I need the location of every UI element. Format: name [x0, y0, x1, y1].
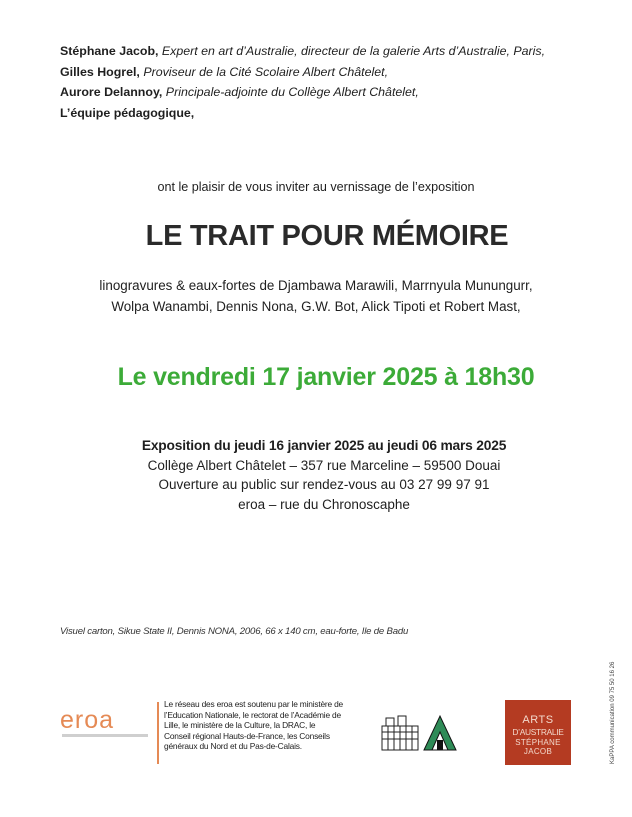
host-role: Principale-adjointe du Collège Albert Châtelet, [162, 85, 419, 99]
host-line [60, 103, 620, 124]
eroa-logo-text: eroa [60, 706, 115, 734]
exhibition-title: LE TRAIT POUR MÉMOIRE [145, 220, 509, 252]
footer-divider [157, 702, 159, 764]
exhibition-dates: Exposition du jeudi 16 janvier 2025 au jeudi 06 mars 2025 [141, 438, 507, 453]
vernissage-date: Le vendredi 17 janvier 2025 à 18h30 [117, 363, 535, 391]
eroa-logo-subline [62, 734, 148, 737]
host-role: Expert en art d’Australie, directeur de la galerie Arts d’Australie, Paris, [158, 44, 546, 58]
exhibition-info [0, 436, 632, 514]
artists-block [0, 276, 632, 317]
arts-logo-line2: D’AUSTRALIE [512, 727, 564, 737]
host-line [60, 82, 620, 103]
arts-australie-logo [505, 700, 571, 765]
host-name: Gilles Hogrel, [60, 64, 140, 79]
visual-caption: Visuel carton, Sikue State II, Dennis NONA, 2006, 66 x 140 cm, eau-forte, Ile de Badu [60, 626, 409, 637]
school-logo-graphic [380, 712, 470, 754]
artists-line: Wolpa Wanambi, Dennis Nona, G.W. Bot, Alick Tipoti et Robert Mast, [111, 298, 521, 314]
invite-line: ont le plaisir de vous inviter au vernissage de l’exposition [157, 180, 475, 194]
network-text: Le réseau des eroa est soutenu par le ministère de l’Education Nationale, le rectorat de l’Académie de Lille, le ministère de la Culture, la DRAC, le Conseil régional Hauts-de-France, les Conseils généraux du Nord et du Pas-de-Calais. [164, 699, 344, 752]
artists-line: linogravures & eaux-fortes de Djambawa Marawili, Marrnyula Munungurr, [99, 278, 533, 293]
school-logo [380, 712, 470, 754]
venue-line: eroa – rue du Chronoscaphe [238, 496, 410, 512]
host-name: Aurore Delannoy, [60, 85, 163, 99]
host-name: L’équipe pédagogique, [60, 105, 195, 120]
host-line [60, 41, 620, 62]
arts-logo-line1: ARTS [522, 714, 554, 726]
print-credit: KaPPA communication 09 75 50 16 26 [610, 661, 616, 764]
hosts-block [60, 41, 620, 123]
exhibition-address: Collège Albert Châtelet – 357 rue Marceline – 59500 Douai [147, 457, 501, 473]
host-name: Stéphane Jacob, [60, 44, 159, 58]
host-role: Proviseur de la Cité Scolaire Albert Châtelet, [139, 64, 389, 79]
host-line [60, 62, 620, 83]
arts-logo-line3: STÉPHANE JACOB [515, 738, 561, 756]
opening-hours: Ouverture au public sur rendez-vous au 03 27 99 97 91 [158, 477, 490, 492]
eroa-logo [60, 706, 150, 742]
